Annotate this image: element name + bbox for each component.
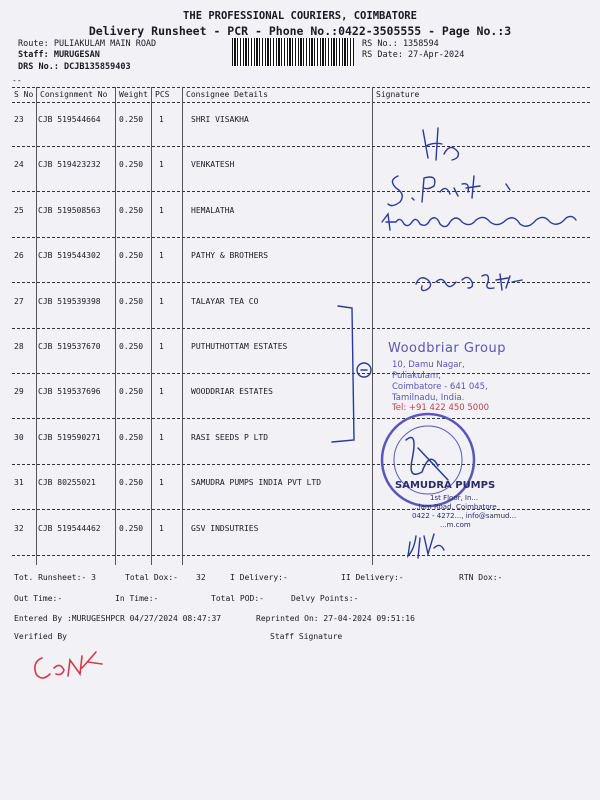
- route: Route: PULIAKULAM MAIN ROAD: [18, 39, 157, 49]
- cell-pcs: 1: [159, 342, 164, 351]
- rs-number: RS No.: 1358594: [362, 39, 439, 49]
- row-rule: [12, 373, 590, 374]
- woodbriar-stamp-tel: Tel: +91 422 450 5000: [392, 403, 490, 413]
- col-header-consignment: Consignment No: [40, 90, 108, 99]
- cell-sno: 28: [14, 342, 24, 351]
- cell-consignment-no: CJB 519423232: [38, 160, 101, 169]
- cell-pcs: 1: [159, 160, 164, 169]
- woodbriar-stamp-line: Coimbatore - 641 045,: [392, 382, 488, 392]
- signature-row-23: [423, 128, 458, 160]
- cell-consignment-no: CJB 519508563: [38, 206, 101, 215]
- col-divider: [182, 87, 183, 565]
- out-time: Out Time:-: [14, 594, 63, 603]
- cell-sno: 32: [14, 524, 24, 533]
- ii-delivery: II Delivery:-: [341, 573, 404, 582]
- handwritten-signatures-top: [378, 118, 588, 248]
- cell-sno: 25: [14, 206, 24, 215]
- cell-pcs: 1: [159, 115, 164, 124]
- tot-runsheet: Tot. Runsheet:- 3: [14, 573, 96, 582]
- cell-consignment-no: CJB 519590271: [38, 433, 101, 442]
- woodbriar-stamp-line: Tamilnadu, India.: [392, 393, 465, 403]
- row-rule: [12, 418, 590, 419]
- woodbriar-stamp-line: Puliakulam,: [392, 371, 441, 381]
- cell-consignment-no: CJB 519544664: [38, 115, 101, 124]
- signature-row-32: [404, 528, 454, 562]
- cell-sno: 30: [14, 433, 24, 442]
- samudra-stamp-line: ...m.com: [440, 521, 471, 529]
- cell-weight: 0.250: [119, 115, 144, 124]
- row-rule: [12, 509, 590, 510]
- cell-consignee: HEMALATHA: [191, 206, 235, 215]
- cell-consignee: TALAYAR TEA CO: [191, 297, 259, 306]
- cell-weight: 0.250: [119, 160, 144, 169]
- table-header-rule: [12, 102, 590, 103]
- cell-sno: 29: [14, 387, 24, 396]
- cell-consignment-no: CJB 519544462: [38, 524, 101, 533]
- col-header-signature: Signature: [376, 90, 420, 99]
- signature-row-25: [382, 214, 576, 230]
- company-name: THE PROFESSIONAL COURIERS, COIMBATORE: [183, 10, 417, 22]
- cell-weight: 0.250: [119, 251, 144, 260]
- rtn-dox: RTN Dox:-: [459, 573, 503, 582]
- col-divider: [151, 87, 152, 565]
- cell-pcs: 1: [159, 478, 164, 487]
- cell-sno: 23: [14, 115, 24, 124]
- col-header-sno: S No: [14, 90, 34, 99]
- samudra-stamp-line: 0422 - 4272..., info@samud...: [412, 512, 517, 520]
- cell-consignment-no: CJB 519537670: [38, 342, 101, 351]
- cell-sno: 27: [14, 297, 24, 306]
- in-time: In Time:-: [115, 594, 159, 603]
- staff: Staff: MURUGESAN: [18, 50, 100, 60]
- table-dash-marker: --: [12, 76, 22, 85]
- samudra-stamp-line: ...lam Road, Coimbatore: [412, 503, 497, 511]
- drs-number: DRS No.: DCJB135859403: [18, 62, 131, 72]
- cell-sno: 31: [14, 478, 24, 487]
- cell-pcs: 1: [159, 524, 164, 533]
- woodbriar-stamp-name: Woodbriar Group: [388, 341, 506, 356]
- col-header-consignee: Consignee Details: [186, 90, 268, 99]
- col-divider: [36, 87, 37, 565]
- cell-consignee: SHRI VISAKHA: [191, 115, 249, 124]
- woodbriar-stamp-line: 10, Damu Nagar,: [392, 360, 465, 370]
- total-pod: Total POD:-: [211, 594, 264, 603]
- col-header-weight: Weight: [119, 90, 148, 99]
- delvy-points: Delvy Points:-: [291, 594, 359, 603]
- cell-weight: 0.250: [119, 478, 144, 487]
- cell-consignment-no: CJB 519539398: [38, 297, 101, 306]
- cell-sno: 24: [14, 160, 24, 169]
- cell-pcs: 1: [159, 387, 164, 396]
- signature-row-24: [388, 176, 510, 206]
- cell-sno: 26: [14, 251, 24, 260]
- cell-consignee: RASI SEEDS P LTD: [191, 433, 269, 442]
- col-header-pcs: PCS: [155, 90, 170, 99]
- row-rule: [12, 328, 590, 329]
- cell-weight: 0.250: [119, 387, 144, 396]
- cell-weight: 0.250: [119, 433, 144, 442]
- cell-pcs: 1: [159, 251, 164, 260]
- barcode: [232, 38, 354, 66]
- cell-consignment-no: CJB 80255021: [38, 478, 96, 487]
- cell-weight: 0.250: [119, 206, 144, 215]
- runsheet-title: Delivery Runsheet - PCR - Phone No.:0422-3505555 - Page No.:3: [88, 24, 512, 38]
- verified-signature: [28, 646, 108, 686]
- cell-consignee: SAMUDRA PUMPS INDIA PVT LTD: [191, 478, 322, 487]
- total-dox-label: Total Dox:-: [125, 573, 178, 582]
- cell-consignment-no: CJB 519537696: [38, 387, 101, 396]
- cell-pcs: 1: [159, 297, 164, 306]
- row-rule: [12, 464, 590, 465]
- staff-signature-label: Staff Signature: [270, 632, 343, 641]
- cell-consignee: PUTHUTHOTTAM ESTATES: [191, 342, 288, 351]
- cell-consignment-no: CJB 519544302: [38, 251, 101, 260]
- cell-consignee: PATHY & BROTHERS: [191, 251, 269, 260]
- rs-date: RS Date: 27-Apr-2024: [362, 50, 465, 60]
- i-delivery: I Delivery:-: [230, 573, 288, 582]
- samudra-stamp-name: SAMUDRA PUMPS: [395, 480, 496, 491]
- cell-weight: 0.250: [119, 342, 144, 351]
- total-dox-value: 32: [196, 573, 206, 582]
- cell-pcs: 1: [159, 433, 164, 442]
- signature-row-26: [410, 268, 530, 298]
- verified-by: Verified By: [14, 632, 67, 641]
- cell-weight: 0.250: [119, 524, 144, 533]
- row-rule: [12, 555, 590, 556]
- cell-consignee: GSV INDSUTRIES: [191, 524, 259, 533]
- reprinted-on: Reprinted On: 27-04-2024 09:51:16: [256, 614, 415, 623]
- entered-by: Entered By :MURUGESHPCR 04/27/2024 08:47:37: [14, 614, 222, 623]
- cell-consignee: VENKATESH: [191, 160, 235, 169]
- cell-consignee: WOODDRIAR ESTATES: [191, 387, 273, 396]
- cell-weight: 0.250: [119, 297, 144, 306]
- cell-pcs: 1: [159, 206, 164, 215]
- table-top-rule: [12, 87, 590, 88]
- samudra-stamp-line: 1st Floor, In...: [430, 494, 479, 502]
- col-divider: [115, 87, 116, 565]
